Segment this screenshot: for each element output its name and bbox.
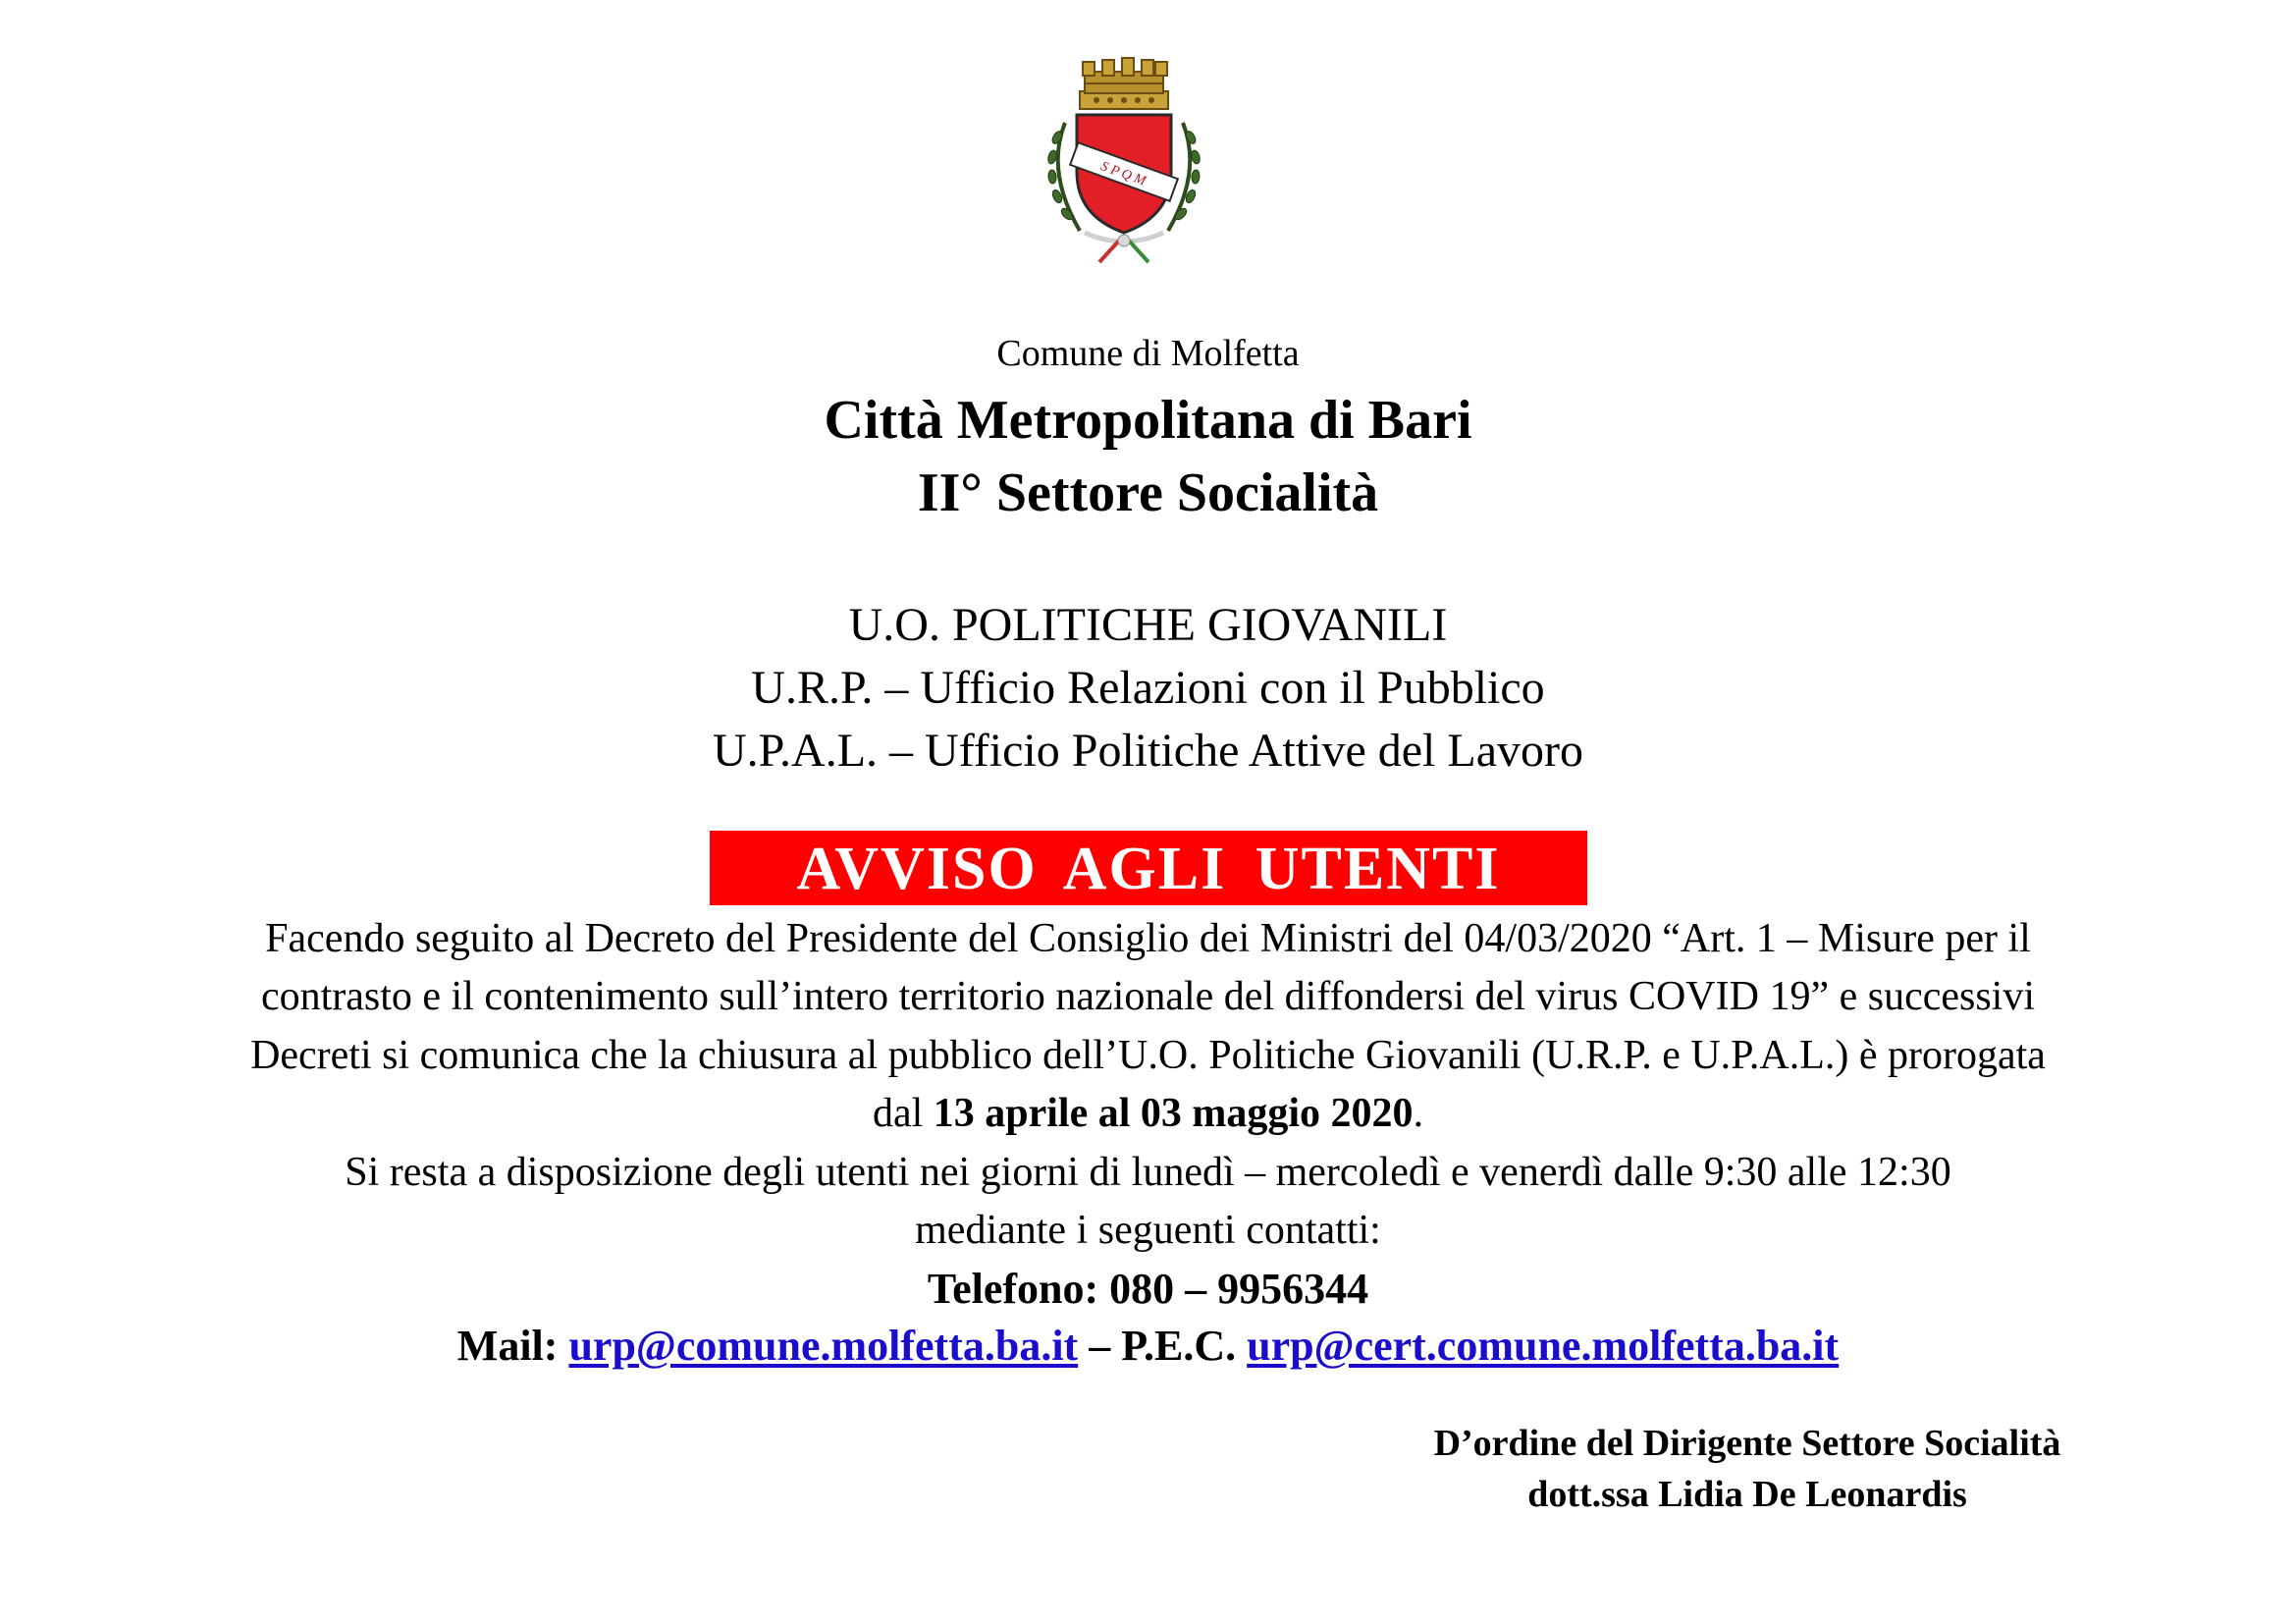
- ribbon-icon: [1085, 233, 1163, 262]
- mail-contacts: [0, 1321, 2296, 1372]
- pec-link[interactable]: urp@cert.comune.molfetta.ba.it: [1247, 1322, 1840, 1370]
- comune-name: Comune di Molfetta: [996, 333, 1300, 374]
- coat-of-arms-icon: [1026, 54, 1222, 265]
- mail-link[interactable]: urp@comune.molfetta.ba.it: [568, 1322, 1079, 1370]
- signature-name: dott.ssa Lidia De Leonardis: [1527, 1474, 1967, 1515]
- notice-banner: AVVISO AGLI UTENTI: [710, 831, 1587, 905]
- office-upal: U.P.A.L. – Ufficio Politiche Attive del Lavoro: [713, 725, 1583, 777]
- dates-prefix: dal: [872, 1091, 934, 1136]
- pec-label: – P.E.C.: [1078, 1322, 1248, 1370]
- signature-line-2: [1256, 1470, 2238, 1519]
- notice-body-line-4: [0, 1088, 2296, 1139]
- citta-metropolitana-title: Città Metropolitana di Bari: [824, 390, 1472, 451]
- office-urp: U.R.P. – Ufficio Relazioni con il Pubblico: [751, 662, 1545, 714]
- signature-line-1: [1256, 1419, 2238, 1468]
- office-uo-politiche-giovanili: U.O. POLITICHE GIOVANILI: [848, 599, 1448, 651]
- notice-body-line-5: Si resta a disposizione degli utenti nei giorni di lunedì – mercoledì e venerdì dalle 9:30 alle 12:30: [345, 1150, 1951, 1195]
- dates-suffix: .: [1413, 1091, 1424, 1136]
- mail-label: Mail:: [456, 1322, 569, 1370]
- settore-title: II° Settore Socialità: [917, 462, 1379, 523]
- notice-body-line-6: mediante i seguenti contatti:: [915, 1208, 1381, 1253]
- signature-role: D’ordine del Dirigente Settore Socialità: [1433, 1423, 2061, 1464]
- crown-icon: [1080, 58, 1168, 109]
- notice-body-line-2: contrasto e il contenimento sull’intero territorio nazionale del diffondersi del virus COVID 19” e successivi: [260, 974, 2036, 1019]
- closure-dates: 13 aprile al 03 maggio 2020: [933, 1091, 1414, 1136]
- phone-contact: Telefono: 080 – 9956344: [927, 1265, 1369, 1313]
- svg-text:S P Q M: S P Q M: [1098, 159, 1148, 189]
- notice-body-line-3: Decreti si comunica che la chiusura al pubblico dell’U.O. Politiche Giovanili (U.R.P. e U.P.A.L.) è prorogata: [250, 1033, 2046, 1078]
- notice-body-line-1: Facendo seguito al Decreto del Presidente del Consiglio dei Ministri del 04/03/2020 “Art. 1 – Misure per il: [265, 916, 2031, 961]
